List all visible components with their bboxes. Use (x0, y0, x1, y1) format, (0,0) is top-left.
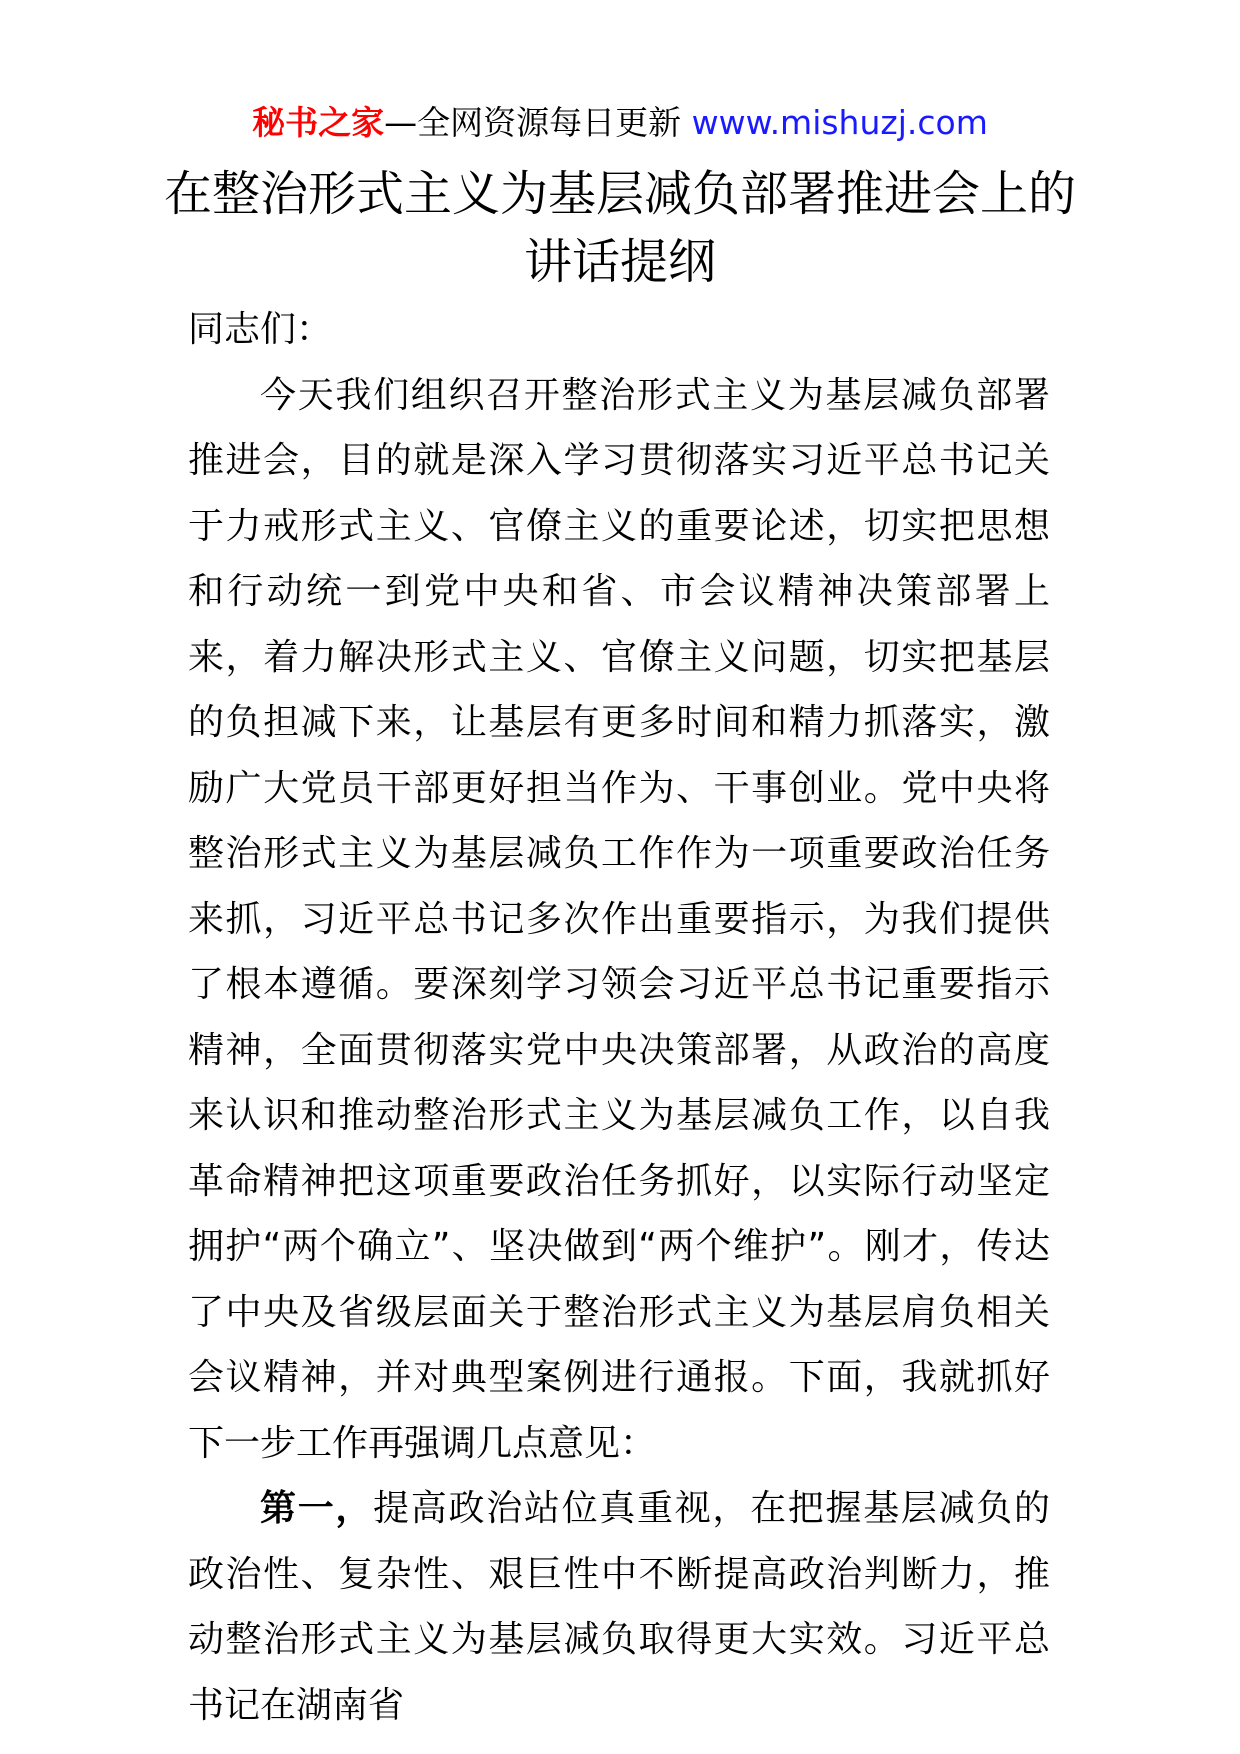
paragraph-text: 今天我们组织召开整治形式主义为基层减负部署推进会，目的就是深入学习贯彻落实习近平总书记关于力戒形式主义、官僚主义的重要论述，切实把思想和行动统一到党中央和省、市会议精神决策部署上来，着力解决形式主义、官僚主义问题，切实把基层的负担减下来，让基层有更多时间和精力抓落实，激励广大党员干部更好担当作为、干事创业。党中央将整治形式主义为基层减负工作作为一项重要政治任务来抓，习近平总书记多次作出重要指示，为我们提供了根本遵循。要深刻学习领会习近平总书记重要指示精神，全面贯彻落实党中央决策部署，从政治的高度来认识和推动整治形式主义为基层减负工作，以自我革命精神把这项重要政治任务抓好，以实际行动坚定拥护“两个确立”、坚决做到“两个维护”。刚才，传达了中央及省级层面关于整治形式主义为基层肩负相关会议精神，并对典型案例进行通报。下面，我就抓好下一步工作再强调几点意见： (188, 374, 1050, 1464)
paragraph-lead: 第一， (260, 1488, 374, 1529)
document-title: 在整治形式主义为基层减负部署推进会上的讲话提纲 (163, 166, 1076, 290)
body-paragraph (188, 363, 1050, 1477)
salutation: 同志们： (188, 309, 333, 350)
paragraph-text: 提高政治站位真重视，在把握基层减负的政治性、复杂性、艰巨性中不断提高政治判断力，推动整治形式主义为基层减负取得更大实效。习近平总书记在湖南省 (188, 1488, 1050, 1726)
site-url-link[interactable]: www.mishuzj.com (691, 103, 988, 142)
site-header (0, 100, 1240, 146)
header-slogan: —全网资源每日更新 (384, 103, 692, 142)
brand-name: 秘书之家 (252, 103, 385, 142)
body-paragraph (188, 1476, 1050, 1738)
document-body (188, 297, 1050, 1738)
